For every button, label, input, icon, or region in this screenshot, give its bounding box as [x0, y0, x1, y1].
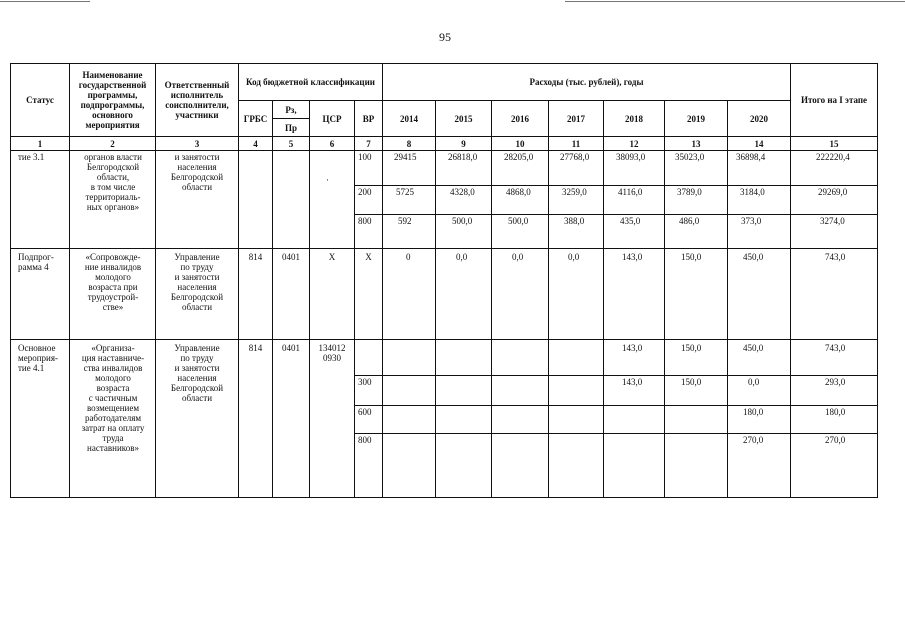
block3-row3-2020: 180,0: [743, 407, 764, 417]
header-vr: ВР: [354, 100, 383, 137]
grid-line: [238, 150, 239, 498]
block1-row1-2014: 29415: [394, 152, 417, 162]
block1-row2-2018: 4116,0: [618, 187, 643, 197]
block1-row1-total: 222220,4: [816, 152, 850, 162]
block3-csr: 134012 0930: [318, 343, 346, 363]
block1-row1-2016: 28205,0: [504, 152, 534, 162]
header-year: 2015: [435, 100, 492, 137]
header-pr: Пр: [272, 118, 310, 137]
header-status: Статус: [10, 63, 70, 137]
grid-line: [354, 405, 878, 406]
header-year: 2018: [603, 100, 665, 137]
grid-line: [548, 150, 549, 498]
block3-name: «Организа- ция наставниче- ства инвалидов молодого возраста с частичным возмещением работодателям затрат на оплату труда наставников»: [81, 343, 145, 453]
column-number: 15: [790, 136, 878, 151]
header-budget-code: Код бюджетной классификации: [238, 63, 383, 101]
header-year: 2016: [491, 100, 549, 137]
column-number: 14: [727, 136, 791, 151]
block1-responsible: и занятости населения Белгородской области: [170, 152, 224, 192]
grid-line: [10, 248, 878, 249]
block3-row4-2020: 270,0: [743, 435, 764, 445]
grid-line: [727, 150, 728, 498]
block2-responsible: Управление по труду и занятости населения Белгородской области: [170, 252, 224, 312]
column-number: 1: [10, 136, 70, 151]
block2-csr: Х: [328, 252, 336, 262]
block3-status: Основное мероприя- тие 4.1: [18, 343, 58, 373]
grid-line: [354, 433, 878, 434]
block1-csr-mark: ·: [326, 175, 329, 185]
header-total: Итого на I этапе: [790, 63, 878, 137]
column-number: 4: [238, 136, 273, 151]
block1-row2-2016: 4868,0: [506, 187, 531, 197]
block2-2020: 450,0: [743, 252, 764, 262]
grid-line: [10, 150, 11, 498]
header-expenses: Расходы (тыс. рублей), годы: [382, 63, 791, 101]
header-responsible: Ответственный исполнитель соисполнители, участники: [155, 63, 239, 137]
header-year: 2017: [548, 100, 604, 137]
grid-line: [354, 185, 878, 186]
block2-rzpr: 0401: [282, 252, 300, 262]
grid-line: [491, 150, 492, 498]
grid-line: [354, 214, 878, 215]
block1-row1-vr: 100: [358, 152, 372, 162]
grid-line: [382, 150, 383, 498]
grid-line: [309, 150, 310, 498]
block2-vr: Х: [365, 252, 372, 262]
block3-row2-vr: 300: [358, 377, 372, 387]
block2-2014: 0: [406, 252, 411, 262]
block3-row2-2018: 143,0: [622, 377, 643, 387]
block1-row3-2020: 373,0: [741, 216, 762, 226]
block3-row1-2018: 143,0: [622, 343, 643, 353]
block1-row1-2019: 35023,0: [675, 152, 705, 162]
column-number: 13: [664, 136, 728, 151]
block1-row1-2020: 36898,4: [736, 152, 766, 162]
block2-2018: 143,0: [622, 252, 643, 262]
block3-row2-2020: 0,0: [748, 377, 760, 387]
grid-line: [272, 150, 273, 498]
block1-row2-2020: 3184,0: [740, 187, 765, 197]
budget-table: [10, 63, 878, 498]
block1-row3-2017: 388,0: [564, 216, 585, 226]
block3-row4-vr: 800: [358, 435, 372, 445]
grid-line: [603, 150, 604, 498]
block3-responsible: Управление по труду и занятости населения Белгородской области: [170, 343, 224, 403]
block3-grbs: 814: [248, 343, 263, 353]
block1-row2-total: 29269,0: [818, 187, 848, 197]
block1-row3-2018: 435,0: [620, 216, 641, 226]
top-rule-right: [565, 1, 905, 2]
header-year: 2020: [727, 100, 791, 137]
block1-row2-2014: 5725: [396, 187, 414, 197]
grid-line: [664, 150, 665, 498]
block1-row3-2014: 592: [398, 216, 412, 226]
column-number: 8: [382, 136, 436, 151]
block3-row4-total: 270,0: [825, 435, 846, 445]
block1-status: тие 3.1: [18, 152, 45, 162]
column-number: 12: [603, 136, 665, 151]
column-number: 10: [491, 136, 549, 151]
block1-row2-2017: 3259,0: [562, 187, 587, 197]
grid-line: [435, 150, 436, 498]
top-rule-left: [0, 1, 90, 2]
block2-name: «Сопровожде- ние инвалидов молодого возраста при трудоустрой- стве»: [84, 252, 142, 312]
grid-line: [10, 339, 878, 340]
header-rz: Рз,: [272, 100, 310, 119]
page-number: 95: [439, 30, 451, 44]
block3-row3-vr: 600: [358, 407, 372, 417]
column-number: 5: [272, 136, 310, 151]
block2-total: 743,0: [825, 252, 846, 262]
grid-line: [10, 497, 878, 498]
block1-row3-2015: 500,0: [452, 216, 473, 226]
block2-grbs: 814: [248, 252, 263, 262]
grid-line: [790, 150, 791, 498]
block2-2019: 150,0: [681, 252, 702, 262]
column-number: 7: [354, 136, 383, 151]
block1-row1-2017: 27768,0: [560, 152, 590, 162]
block1-row1-2015: 26818,0: [448, 152, 478, 162]
block2-status: Подпрог- рамма 4: [18, 252, 54, 272]
column-number: 9: [435, 136, 492, 151]
column-number: 6: [309, 136, 355, 151]
header-csr: ЦСР: [309, 100, 355, 137]
header-year: 2014: [382, 100, 436, 137]
block3-row1-total: 743,0: [825, 343, 846, 353]
column-number: 3: [155, 136, 239, 151]
block3-rzpr: 0401: [282, 343, 300, 353]
column-number: 11: [548, 136, 604, 151]
block2-2015: 0,0: [456, 252, 468, 262]
block1-row3-2019: 486,0: [679, 216, 700, 226]
block3-row1-2019: 150,0: [681, 343, 702, 353]
block1-row2-2019: 3789,0: [677, 187, 702, 197]
block1-row3-vr: 800: [358, 216, 372, 226]
header-name: Наименование государственной программы, подпрограммы, основного мероприятия: [69, 63, 156, 137]
block3-row1-2020: 450,0: [743, 343, 764, 353]
grid-line: [877, 150, 878, 498]
block1-row2-2015: 4328,0: [450, 187, 475, 197]
block1-row3-2016: 500,0: [508, 216, 529, 226]
column-number: 2: [69, 136, 156, 151]
header-grbs: ГРБС: [238, 100, 273, 137]
grid-line: [354, 375, 878, 376]
block1-row1-2018: 38093,0: [616, 152, 646, 162]
block2-2017: 0,0: [568, 252, 580, 262]
block3-row2-2019: 150,0: [681, 377, 702, 387]
header-year: 2019: [664, 100, 728, 137]
block1-row2-vr: 200: [358, 187, 372, 197]
block2-2016: 0,0: [512, 252, 524, 262]
block3-row2-total: 293,0: [825, 377, 846, 387]
block1-name: органов власти Белгородской области, в том числе территориаль- ных органов»: [84, 152, 142, 212]
block1-row3-total: 3274,0: [820, 216, 845, 226]
grid-line: [354, 150, 355, 498]
block3-row3-total: 180,0: [825, 407, 846, 417]
